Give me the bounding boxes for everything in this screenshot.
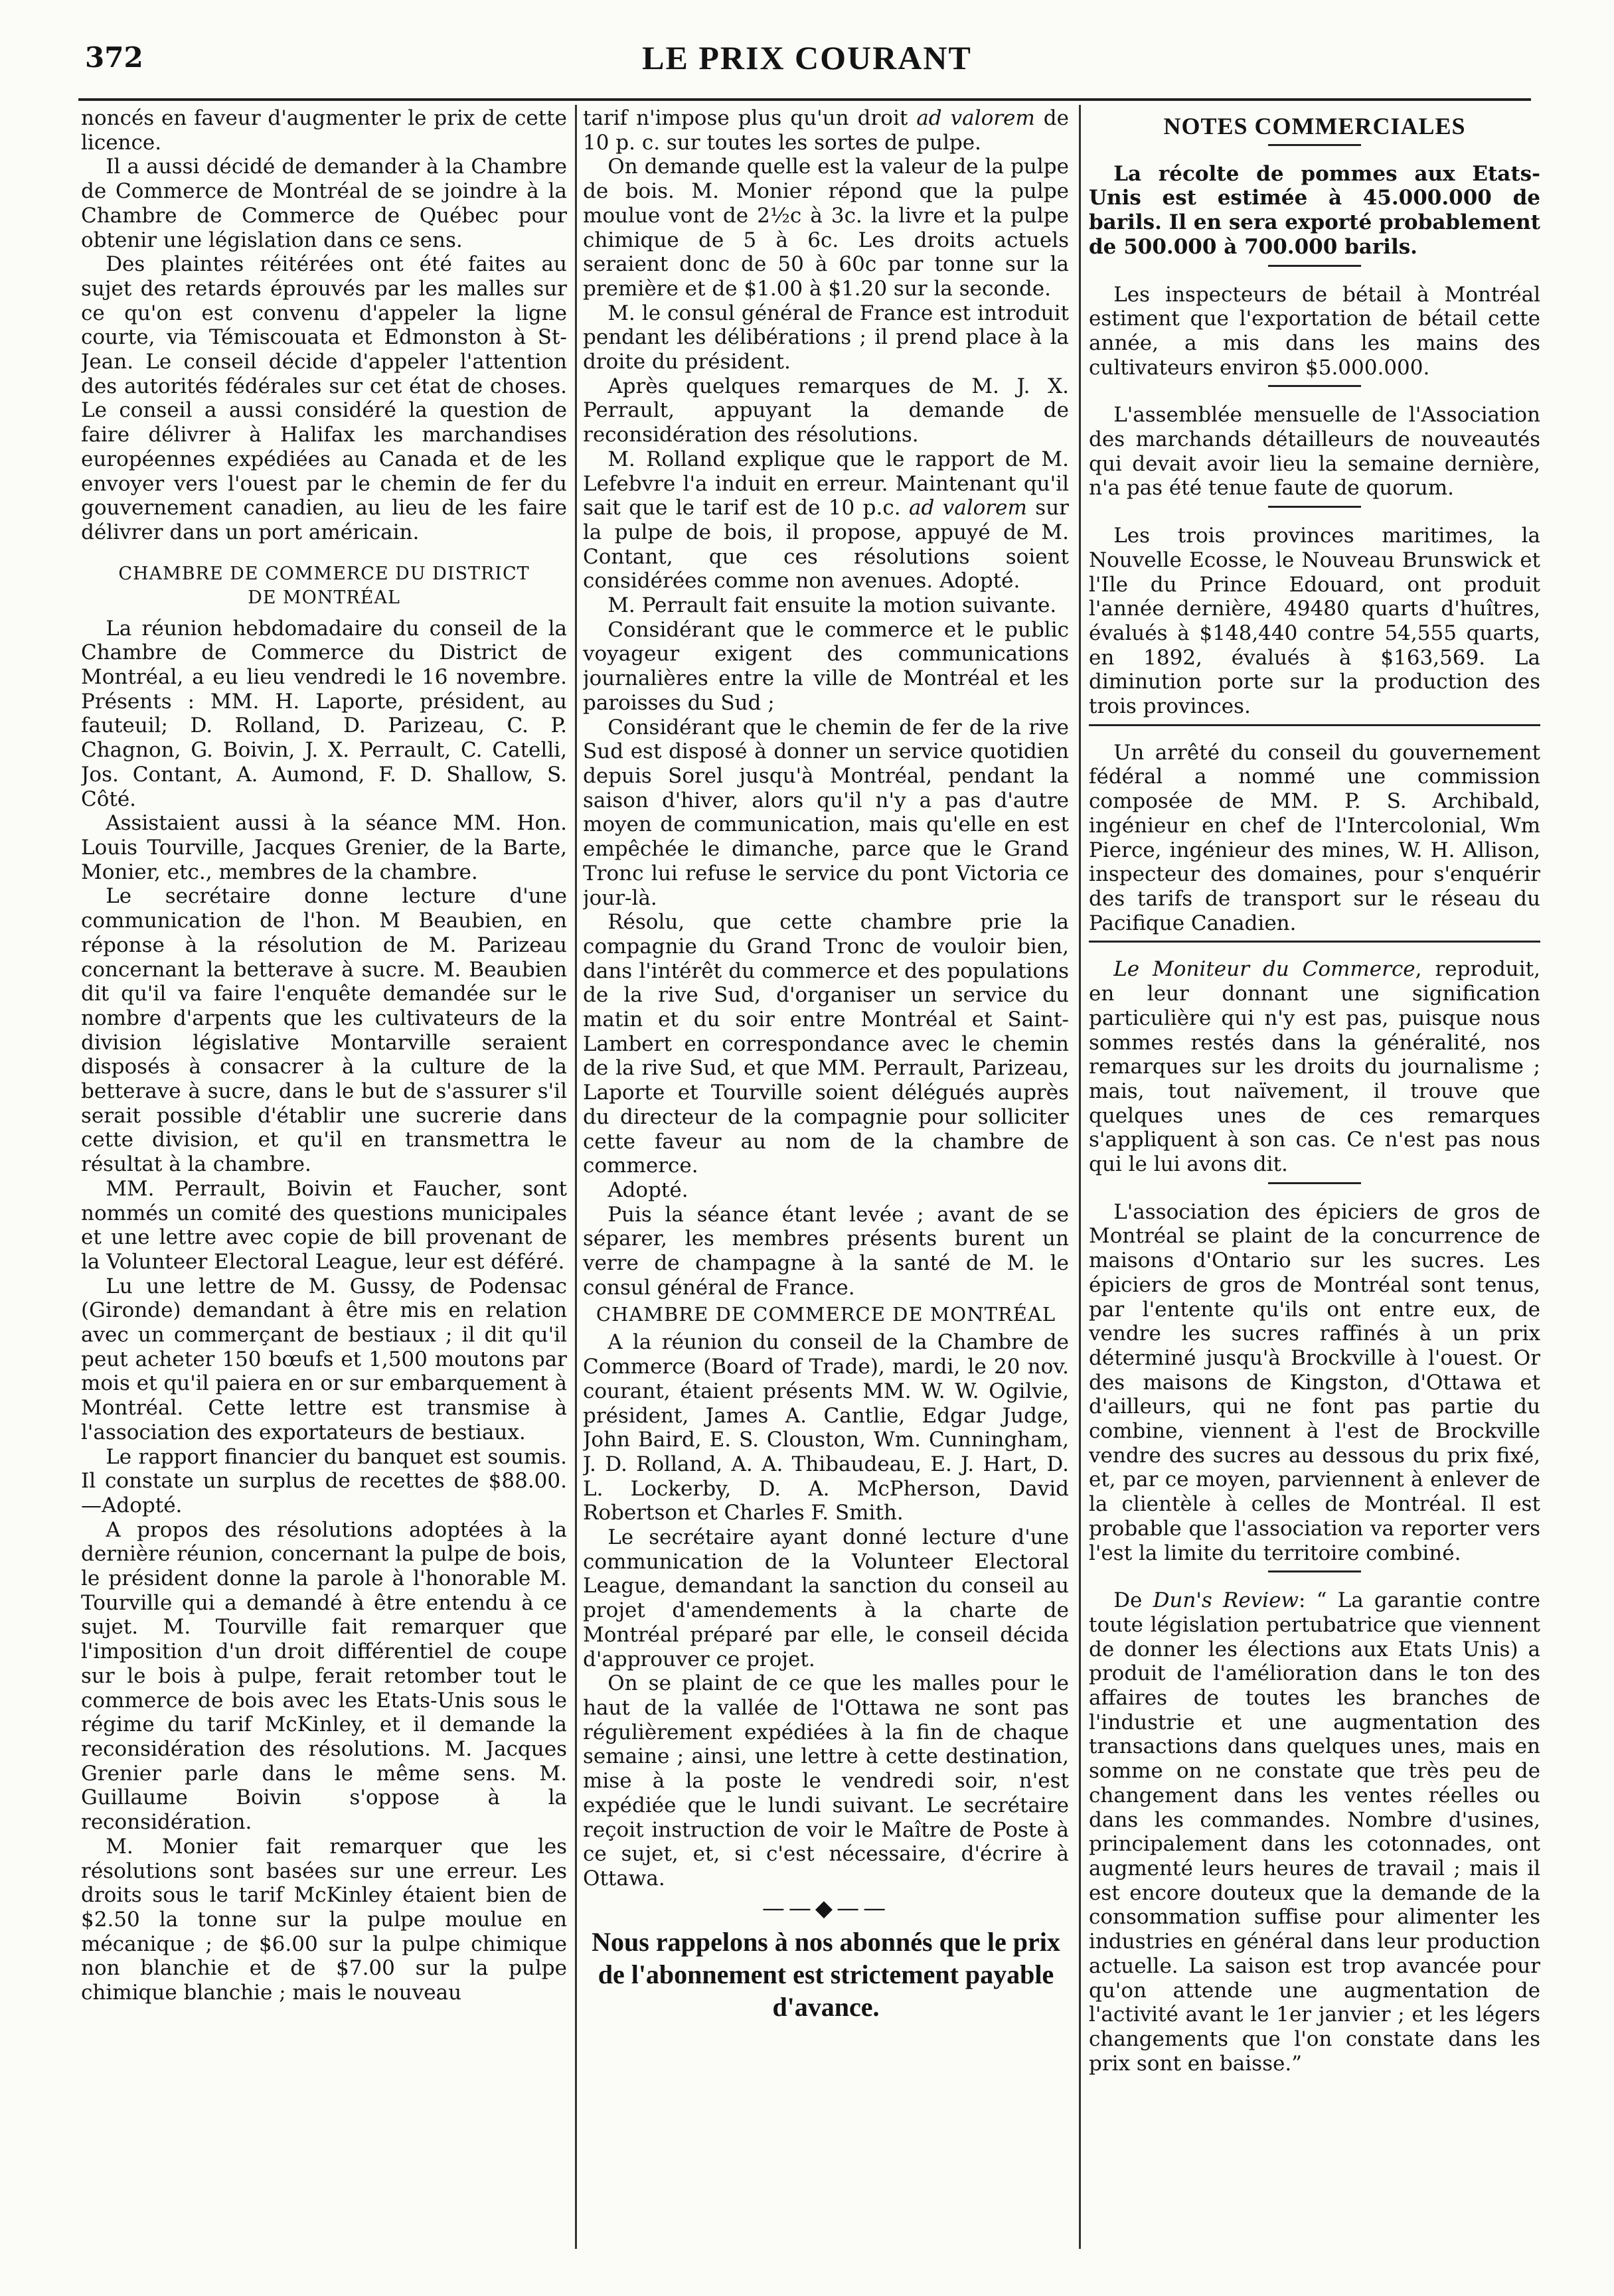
paragraph [583,106,1069,155]
paragraph: Assistaient aussi à la séance MM. Hon. Louis Tourville, Jacques Grenier, de la Barte, Monier, etc., membres de la chambre. [81,811,567,884]
paragraph: On se plaint de ce que les malles pour le haut de la vallée de l'Ottawa ne sont pas régulièrement expédiées à la fin de chaque semaine ; ainsi, une lettre à cette destination, mise à la poste le vendredi soir, n'est expédiée que le lundi suivant. Le secrétaire reçoit instruction de voir le Maître de Poste à ce sujet, et, si c'est nécessaire, d'écrire à Ottawa. [583,1671,1069,1890]
italic-term: ad valorem [916,106,1035,130]
paragraph: Résolu, que cette chambre prie la compagnie du Grand Tronc de vouloir bien, dans l'intérêt du commerce et des populations de la rive Sud, d'organiser un service du matin et du soir entre Montréal et Saint-Lambert en correspondance avec le chemin de la rive Sud, et que MM. Perrault, Parizeau, Laporte et Tourville soient délégués auprès du directeur de la compagnie pour solliciter cette faveur au nom de la chambre de commerce. [583,910,1069,1178]
paragraph: M. le consul général de France est introduit pendant les délibérations ; il prend place à la droite du président. [583,301,1069,374]
paragraph: Le secrétaire donne lecture d'une communication de l'hon. M Beaubien, en réponse à la résolution de M. Parizeau concernant la betterave à sucre. M. Beaubien dit qu'il va faire l'enquête demandée sur le nombre d'arpents que les cultivateurs de la division législative Montarville seraient disposés à consacrer à la culture de la betterave à sucre, dans le but de s'assurer s'il serait possible d'établir une sucrerie dans cette division, et qu'il en transmettra le résultat à la chambre. [81,884,567,1177]
note-item: L'association des épiciers de gros de Montréal se plaint de la concurrence de maisons d'Ontario sur les sucres. Les épiciers de gros de Montréal sont tenus, par l'entente qu'ils ont entre eux, de vendre les sucres raffinés à un prix déterminé jusqu'à Brockville à l'ouest. Or des maisons de Kingston, d'Ottawa et d'ailleurs, qui ne font pas partie du combine, viennent à l'est de Brockville vendre des sucres au dessous du prix fixé, et, par ce moyen, parviennent à enlever de la clientèle à celles de Montréal. Il est probable que l'association va reporter vers l'est la limite du territoire combiné. [1089,1199,1540,1565]
paragraph: On demande quelle est la valeur de la pulpe de bois. M. Monier répond que la pulpe moulue vont de 2½c à 3c. la livre et la pulpe chimique de 5 à 6c. Les droits actuels seraient donc de 50 à 60c par tonne sur la première et de $1.00 à $1.20 sur la seconde. [583,155,1069,301]
paragraph: Lu une lettre de M. Gussy, de Podensac (Gironde) demandant à être mis en relation avec un commerçant de bestiaux ; il dit qu'il peut acheter 150 bœufs et 1,500 moutons par mois et qu'il paiera en or sur embarquement à Montréal. Cette lettre est transmise à l'association des exportateurs de bestiaux. [81,1274,567,1444]
paragraph: Il a aussi décidé de demander à la Chambre de Commerce de Montréal de se joindre à la Chambre de Commerce de Québec pour obtenir une législation dans ce sens. [81,155,567,252]
note-item: Les inspecteurs de bétail à Montréal estiment que l'exportation de bétail cette année, a mis dans les mains des cultivateurs environ $5.000.000. [1089,282,1540,380]
paragraph: Adopté. [607,1178,688,1202]
divider [1268,144,1361,146]
text-run: de 10 p. c. sur toutes les sortes de pulpe. [583,106,1069,155]
note-item: Un arrêté du conseil du gouvernement fédéral a nommé une commission composée de MM. P. S. Archibald, ingénieur en chef de l'Intercolonial, Wm Pierce, ingénieur des mines, W. H. Allison, inspecteur des domaines, pour s'enquérir des tarifs de transport sur le réseau du Pacifique Canadien. [1089,740,1540,935]
column-left [81,106,567,2230]
italic-term: ad valorem [908,496,1027,520]
paragraph: MM. Perrault, Boivin et Faucher, sont nommés un comité des questions municipales et une lettre avec copie de bill provenant de la Volunteer Electoral League, leur est déféré. [81,1176,567,1274]
paragraph: A la réunion du conseil de la Chambre de Commerce (Board of Trade), mardi, le 20 nov. courant, étaient présents MM. W. W. Ogilvie, président, James A. Cantlie, Edgar Judge, John Baird, E. S. Clouston, Wm. Cunningham, J. D. Rolland, A. A. Thibaudeau, E. J. Hart, D. L. Lockerby, D. A. McPherson, David Robertson et Charles F. Smith. [583,1330,1069,1525]
publication-name: Le Moniteur du Commerce [1113,957,1415,982]
divider [1268,1182,1361,1184]
paragraph: noncés en faveur d'augmenter le prix de cette licence. [81,106,567,155]
note-item [1089,957,1540,1176]
section-heading [81,562,567,610]
header-rule [78,98,1531,101]
paragraph: La réunion hebdomadaire du conseil de la Chambre de Commerce du District de Montréal, a eu lieu vendredi le 16 novembre. Présents : MM. H. Laporte, président, au fauteuil; D. Rolland, D. Parizeau, C. P. Chagnon, G. Boivin, J. X. Perrault, C. Catelli, Jos. Contant, A. Aumond, F. D. Shallow, S. Côté. [81,616,567,811]
subscription-notice: Nous rappelons à nos abonnés que le prix de l'abonnement est strictement payable d'avance. [592,1927,1060,2023]
divider [1268,265,1361,267]
note-item: L'assemblée mensuelle de l'Association des marchands détailleurs de nouveautés qui devait avoir lieu la semaine dernière, n'a pas été tenue faute de quorum. [1089,403,1540,500]
masthead-title: LE PRIX COURANT [642,39,972,76]
paragraph: Le rapport financier du banquet est soumis. Il constate un surplus de recettes de $88.00.—Adopté. [81,1444,567,1517]
note-text: : “ La garantie contre toute législation pertubatrice que viennent de donner les élections aux Etats Unis) a produit de l'amélioration dans le ton des affaires de toutes les branches de l'industrie et une augmentation des transactions dans quelques unes, mais en somme on ne constate que très peu de changement dans les ventes réelles ou dans les commandes. Nombre d'usines, principalement dans les cotonnades, ont augmenté leurs heures de travail ; mais il est encore douteux que la demande de la consommation suffise pour alimenter les industries en général dans leur production actuelle. La saison est trop avancée pour qu'on attende une augmentation de l'activité avant le 1er janvier ; et les légers changements que l'on constate dans les prix sont en baisse.” [1089,1588,1540,2076]
paragraph: Considérant que le chemin de fer de la rive Sud est disposé à donner un service quotidien depuis Sorel jusqu'à Montréal, pendant la saison d'hiver, alors qu'il n'y a pas d'autre moyen de communication, mais qu'elle en est empêchée le dimanche, parce que le Grand Tronc lui refuse le service du pont Victoria ce jour-là. [583,715,1069,910]
divider [1268,1570,1361,1572]
notes-heading: NOTES COMMERCIALES [1163,113,1466,139]
note-item [1089,162,1540,260]
text-run: M. Rolland explique que le rapport de M. Lefebvre l'a induit en erreur. Maintenant qu'il sait que le tarif est de 10 p.c. [583,447,1069,520]
note-text: De [1113,1588,1153,1613]
publication-name: Dun's Review [1153,1588,1299,1613]
column-right [1089,106,1540,2217]
paragraph: Considérant que le commerce et le public voyageur exigent des communications journalières entre la ville de Montréal et les paroisses du Sud ; [583,617,1069,715]
note-item: Les trois provinces maritimes, la Nouvelle Ecosse, le Nouveau Brunswick et l'Ile du Prince Edouard, ont produit l'année dernière, 49480 quarts d'huîtres, évalués à $148,440 contre 54,555 quarts, en 1892, évalués à $163,569. La diminution porte sur la production des trois provinces. [1089,524,1540,719]
paragraph: Des plaintes réitérées ont été faites au sujet des retards éprouvés par les malles sur ce qu'on est convenu d'appeler la ligne courte, via Témiscouata et Edmonston à St-Jean. Le conseil décide d'appeler l'attention des autorités fédérales sur cet état de choses. Le conseil a aussi considéré la question de faire délivrer à Halifax les marchandises européennes expédiées au Canada et de les envoyer vers l'ouest par le chemin de fer du gouvernement canadien, au lieu de les faire délivrer dans un port américain. [81,252,567,544]
divider [1089,724,1540,726]
divider [1268,506,1361,508]
text-run: sur la pulpe de bois, il propose, appuyé de M. Contant, que ces résolutions soient considérées comme non avenues. Adopté. [583,496,1069,593]
paragraph: A propos des résolutions adoptées à la dernière réunion, concernant la pulpe de bois, le président donne la parole à l'honorable M. Tourville qui a demandé à être entendu à ce sujet. M. Tourville fait remarquer que l'imposition d'un droit différentiel de coupe sur le bois à pulpe, ferait retomber tout le commerce de bois avec les Etats-Unis sous le régime du tarif McKinley, et il demande la reconsidération des résolutions. M. Jacques Grenier parle dans le même sens. M. Guillaume Boivin s'oppose à la reconsidération. [81,1517,567,1835]
page-number: 372 [85,41,143,74]
paragraph: M. Perrault fait ensuite la motion suivante. [607,593,1057,618]
note-item [1089,1588,1540,2076]
page-header [0,0,1614,86]
section-heading-line: DE MONTRÉAL [248,587,400,608]
paragraph [583,447,1069,593]
column-divider [1079,105,1081,2249]
section-heading-line: CHAMBRE DE COMMERCE DU DISTRICT [118,563,530,584]
ornament-divider: ——◆—— [762,1894,890,1922]
paragraph: M. Monier fait remarquer que les résolutions sont basées sur une erreur. Les droits sous le tarif McKinley étaient bien de $2.50 la tonne sur la pulpe moulue en mécanique ; de $6.00 sur la pulpe chimique non blanchie et de $7.00 sur la pulpe chimique blanchie ; mais le nouveau [81,1834,567,2005]
divider [1268,385,1361,387]
column-middle [583,106,1069,2244]
note-text: La récolte de pommes aux Etats-Unis est estimée à 45.000.000 de barils. Il en sera exporté probablement de 500.000 à 700.000 barils. [1089,161,1540,259]
paragraph: Le secrétaire ayant donné lecture d'une communication de la Volunteer Electoral League, demandant la sanction du conseil au projet d'amendements à la charte de Montréal préparé par elle, le conseil décida d'approuver ce projet. [583,1525,1069,1671]
paragraph: Puis la séance étant levée ; avant de se séparer, les membres présents burent un verre de champagne à la santé de M. le consul général de France. [583,1202,1069,1300]
divider [1089,941,1540,943]
column-divider [575,105,577,2249]
note-text: , reproduit, en leur donnant une signification particulière qui n'y est pas, puisque nous sommes restés dans la généralité, nos remarques sur les droits du journalisme ; mais, tout naïvement, il trouve que quelques unes de ces remarques s'appliquent à son cas. Ce n'est pas nous qui le lui avons dit. [1089,957,1540,1177]
text-run: tarif n'impose plus qu'un droit [583,106,917,130]
section-heading: CHAMBRE DE COMMERCE DE MONTRÉAL [596,1303,1056,1326]
paragraph: Après quelques remarques de M. J. X. Perrault, appuyant la demande de reconsidération des résolutions. [583,374,1069,447]
